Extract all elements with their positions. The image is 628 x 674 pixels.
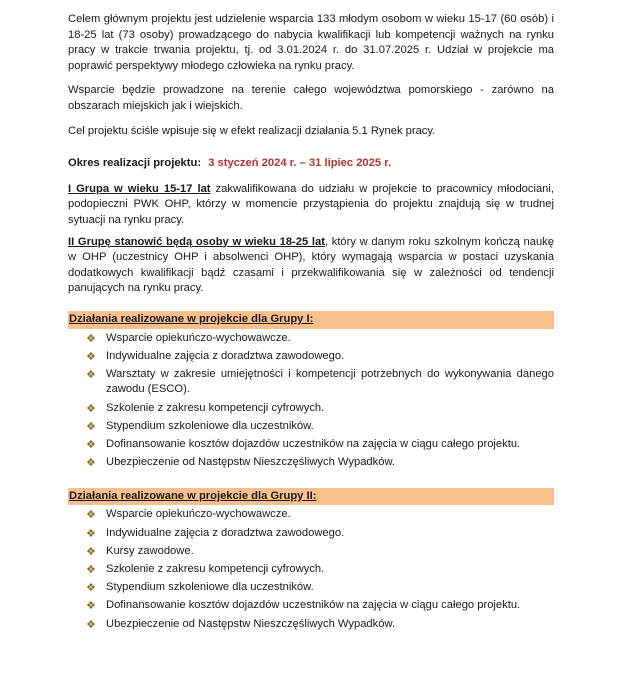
diamond-bullet-icon: ❖ <box>86 617 96 631</box>
list-item <box>68 562 554 578</box>
list-item-text: Stypendium szkoleniowe dla uczestników. <box>106 581 314 594</box>
group-2-definition <box>68 235 554 297</box>
diamond-bullet-icon: ❖ <box>86 599 96 613</box>
list-item <box>68 580 554 596</box>
list-item <box>68 349 554 365</box>
group-1-lead: I Grupa w wieku 15-17 lat <box>68 182 211 195</box>
list-item-text: Indywidualne zajęcia z doradztwa zawodowego. <box>106 526 345 539</box>
project-period <box>68 156 554 172</box>
intro-paragraph-goal: Celem głównym projektu jest udzielenie wsparcia 133 młodym osobom w wieku 15-17 (60 osób) i 18-25 lat (73 osoby) prowadzącego do nabycia kwalifikacji lub kompetencji ważnych na rynku pracy w trakcie trwania projektu, tj. od 3.01.2024 r. do 31.07.2025 r. Udział w projekcie ma poprawić perspektywy młodego człowieka na rynku pracy. <box>68 13 554 72</box>
list-item <box>68 419 554 435</box>
list-item-text: Dofinansowanie kosztów dojazdów uczestników na zajęcia w ciągu całego projektu. <box>106 599 521 612</box>
diamond-bullet-icon: ❖ <box>86 544 96 558</box>
diamond-bullet-icon: ❖ <box>86 367 96 381</box>
list-item <box>68 331 554 347</box>
intro-paragraph-measure: Cel projektu ściśle wpisuje się w efekt realizacji działania 5.1 Rynek pracy. <box>68 124 436 137</box>
diamond-bullet-icon: ❖ <box>86 526 96 540</box>
list-item-text: Wsparcie opiekuńczo-wychowawcze. <box>106 508 291 521</box>
list-item-text: Warsztaty w zakresie umiejętności i kompetencji potrzebnych do wykonywania danego zawodu (ESCO). <box>106 367 554 396</box>
section-2-list <box>68 507 554 632</box>
list-item-text: Kursy zawodowe. <box>106 544 194 557</box>
list-item-text: Wsparcie opiekuńczo-wychowawcze. <box>106 331 291 344</box>
list-item-text: Indywidualne zajęcia z doradztwa zawodowego. <box>106 349 345 362</box>
list-item <box>68 507 554 523</box>
diamond-bullet-icon: ❖ <box>86 331 96 345</box>
diamond-bullet-icon: ❖ <box>86 456 96 470</box>
section-1-heading: Działania realizowane w projekcie dla Grupy I: <box>68 311 554 329</box>
diamond-bullet-icon: ❖ <box>86 349 96 363</box>
list-item-text: Szkolenie z zakresu kompetencji cyfrowych. <box>106 562 325 575</box>
list-item <box>68 401 554 417</box>
list-item <box>68 526 554 542</box>
list-item-text: Ubezpieczenie od Następstw Nieszczęśliwych Wypadków. <box>106 617 396 630</box>
diamond-bullet-icon: ❖ <box>86 438 96 452</box>
diamond-bullet-icon: ❖ <box>86 581 96 595</box>
diamond-bullet-icon: ❖ <box>86 419 96 433</box>
section-2-heading: Działania realizowane w projekcie dla Grupy II: <box>68 488 554 506</box>
list-item <box>68 437 554 453</box>
list-item <box>68 544 554 560</box>
project-period-label: Okres realizacji projektu: <box>68 157 202 170</box>
list-item <box>68 598 554 614</box>
project-period-dates: 3 styczeń 2024 r. – 31 lipiec 2025 r. <box>208 157 392 170</box>
list-item <box>68 367 554 398</box>
diamond-bullet-icon: ❖ <box>86 562 96 576</box>
diamond-bullet-icon: ❖ <box>86 508 96 522</box>
list-item-text: Ubezpieczenie od Następstw Nieszczęśliwych Wypadków. <box>106 456 396 469</box>
list-item <box>68 617 554 633</box>
section-1-list <box>68 331 554 471</box>
group-2-lead: II Grupę stanowić będą osoby w wieku 18-25 lat <box>68 235 325 248</box>
list-item-text: Szkolenie z zakresu kompetencji cyfrowych. <box>106 401 325 414</box>
group-2-text: , który w danym roku szkolnym kończą naukę w OHP (uczestnicy OHP i absolwenci OHP), który wymagają wsparcia w postaci uzyskania dodatkowych kwalifikacji bądź czasami i przekwalifikowania się w zależności od tendencji panujących na rynku pracy. <box>68 235 554 295</box>
group-1-text: zakwalifikowana do udziału w projekcie to pracownicy młodociani, podopieczni PWK OHP, którzy w momencie przystąpienia do projektu znajdują się w trudnej sytuacji na rynku pracy. <box>68 182 555 226</box>
list-item-text: Stypendium szkoleniowe dla uczestników. <box>106 419 314 432</box>
document-body <box>68 12 554 635</box>
diamond-bullet-icon: ❖ <box>86 401 96 415</box>
intro-paragraph-area: Wsparcie będzie prowadzone na terenie całego województwa pomorskiego - zarówno na obszarach miejskich jak i wiejskich. <box>68 84 554 112</box>
group-1-definition <box>68 182 554 229</box>
list-item-text: Dofinansowanie kosztów dojazdów uczestników na zajęcia w ciągu całego projektu. <box>106 438 521 451</box>
list-item <box>68 455 554 471</box>
